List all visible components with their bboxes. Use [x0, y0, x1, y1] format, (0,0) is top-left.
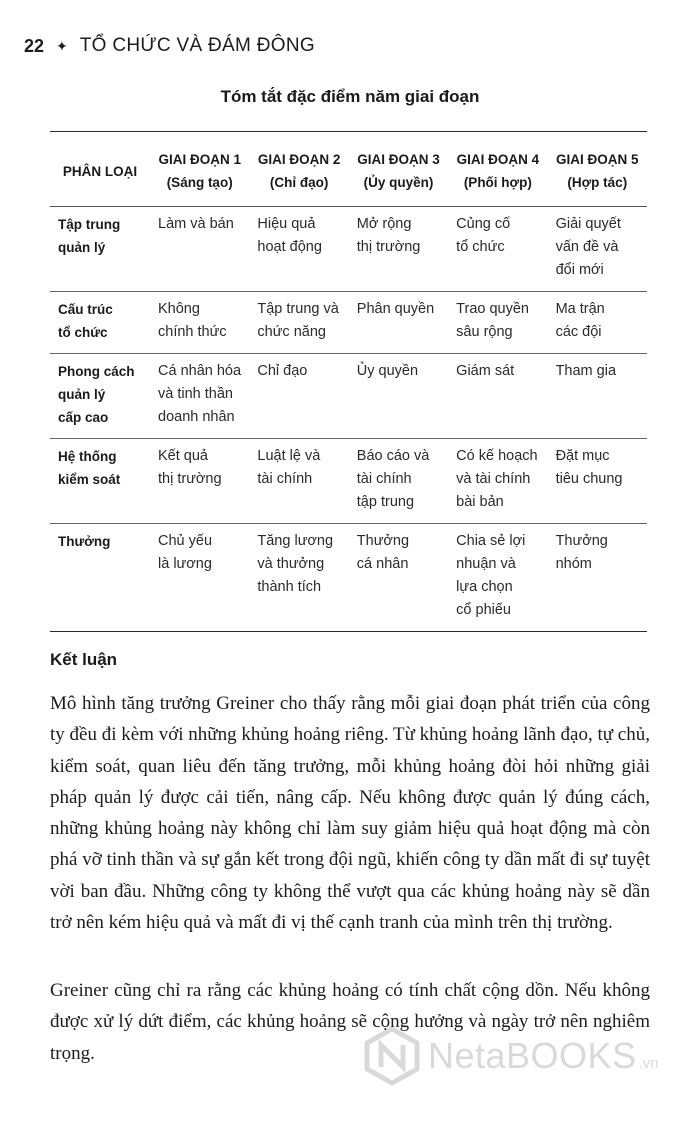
- running-title: TỔ CHỨC VÀ ĐÁM ĐÔNG: [79, 35, 315, 56]
- row-label: Tập trung quản lý: [58, 217, 121, 255]
- table-cell: Giám sát: [456, 363, 515, 379]
- table-row: [50, 524, 647, 632]
- table-cell: Hiệu quả hoạt động: [257, 216, 322, 255]
- table-cell: Tập trung và chức năng: [257, 301, 339, 340]
- table-row: [50, 439, 647, 524]
- table-cell: Ma trận các đội: [555, 301, 605, 340]
- table-cell: Phân quyền: [356, 301, 435, 317]
- table-cell: Cá nhân hóa và tinh thần doanh nhân: [158, 363, 242, 425]
- watermark-suffix: .vn: [638, 1054, 659, 1072]
- row-label: Thưởng: [58, 534, 111, 549]
- column-header: GIAI ĐOẠN 2 (Chỉ đạo): [257, 152, 341, 190]
- table-cell: Đặt mục tiêu chung: [555, 448, 623, 487]
- table-row: [50, 292, 647, 354]
- table-cell: Chia sẻ lợi nhuận và lựa chọn cổ phiếu: [456, 533, 526, 618]
- table-cell: Trao quyền sâu rộng: [456, 301, 529, 340]
- table-cell: Làm và bán: [158, 216, 234, 232]
- stages-table: [50, 131, 647, 632]
- netabooks-logo-icon: [362, 1026, 422, 1086]
- ornament-icon: ✦: [56, 37, 68, 54]
- table-row: [50, 354, 647, 439]
- column-header: GIAI ĐOẠN 4 (Phối hợp): [456, 152, 540, 190]
- table-row: [50, 207, 647, 292]
- watermark: [362, 1022, 682, 1090]
- watermark-text: NetaBOOKS: [428, 1035, 637, 1076]
- row-label: Cấu trúc tổ chức: [58, 302, 113, 340]
- table-cell: Thưởng cá nhân: [356, 533, 410, 572]
- conclusion-paragraph: Mô hình tăng trưởng Greiner cho thấy rằng mỗi giai đoạn phát triển của công ty đều đi kèm với những khủng hoảng riêng. Từ khủng hoảng lãnh đạo, tự chủ, kiểm soát, quan liêu đến tăng trưởng, mỗi khủng hoảng đòi hỏi những giải pháp quản lý được cải tiến, nâng cấp. Nếu không được quản lý đúng cách, những khủng hoảng này không chỉ làm suy giảm hiệu quả hoạt động mà còn phá vỡ tinh thần và sự gắn kết trong đội ngũ, khiến công ty dần mất đi sự tuyệt vời ban đầu. Những công ty không thể vượt qua các khủng hoảng này sẽ dần trở nên kém hiệu quả và mất đi vị thế cạnh tranh của mình trên thị trường.: [50, 693, 650, 934]
- table-cell: Chỉ đạo: [257, 363, 308, 379]
- column-header: GIAI ĐOẠN 5 (Hợp tác): [556, 152, 639, 190]
- table-cell: Tham gia: [555, 363, 617, 379]
- page-number: 22: [24, 35, 45, 56]
- row-label: Phong cách quản lý cấp cao: [58, 364, 135, 425]
- column-header: GIAI ĐOẠN 3 (Ủy quyền): [357, 152, 440, 190]
- table-cell: Có kế hoạch và tài chính bài bản: [456, 448, 538, 510]
- table-title: Tóm tắt đặc điểm năm giai đoạn: [220, 87, 480, 106]
- table-cell: Kết quả thị trường: [158, 448, 222, 487]
- column-header: GIAI ĐOẠN 1 (Sáng tạo): [158, 152, 241, 190]
- table-cell: Thưởng nhóm: [555, 533, 608, 572]
- table-cell: Mở rộng thị trường: [356, 216, 421, 255]
- table-header-row: [50, 132, 647, 207]
- table-cell: Ủy quyền: [356, 363, 419, 379]
- table-cell: Không chính thức: [158, 301, 227, 340]
- corner-header: PHÂN LOẠI: [62, 163, 138, 179]
- running-header: [24, 33, 315, 59]
- conclusion-heading: Kết luận: [50, 650, 118, 669]
- table-cell: Tăng lương và thưởng thành tích: [257, 533, 334, 595]
- table-cell: Luật lệ và tài chính: [257, 448, 321, 487]
- table-cell: Chủ yếu là lương: [158, 533, 213, 572]
- table-cell: Củng cố tổ chức: [456, 216, 511, 255]
- row-label: Hệ thống kiểm soát: [58, 449, 121, 487]
- table-cell: Giải quyết vấn đề và đổi mới: [555, 216, 621, 278]
- conclusion-paragraph: Greiner cũng chỉ ra rằng các khủng hoảng có tính chất cộng dồn. Nếu không được xử lý dứt điểm, các khủng hoảng sẽ cộng hưởng và ngày trở nên nghiêm trọng.: [50, 980, 650, 1064]
- table-cell: Báo cáo và tài chính tập trung: [356, 448, 430, 510]
